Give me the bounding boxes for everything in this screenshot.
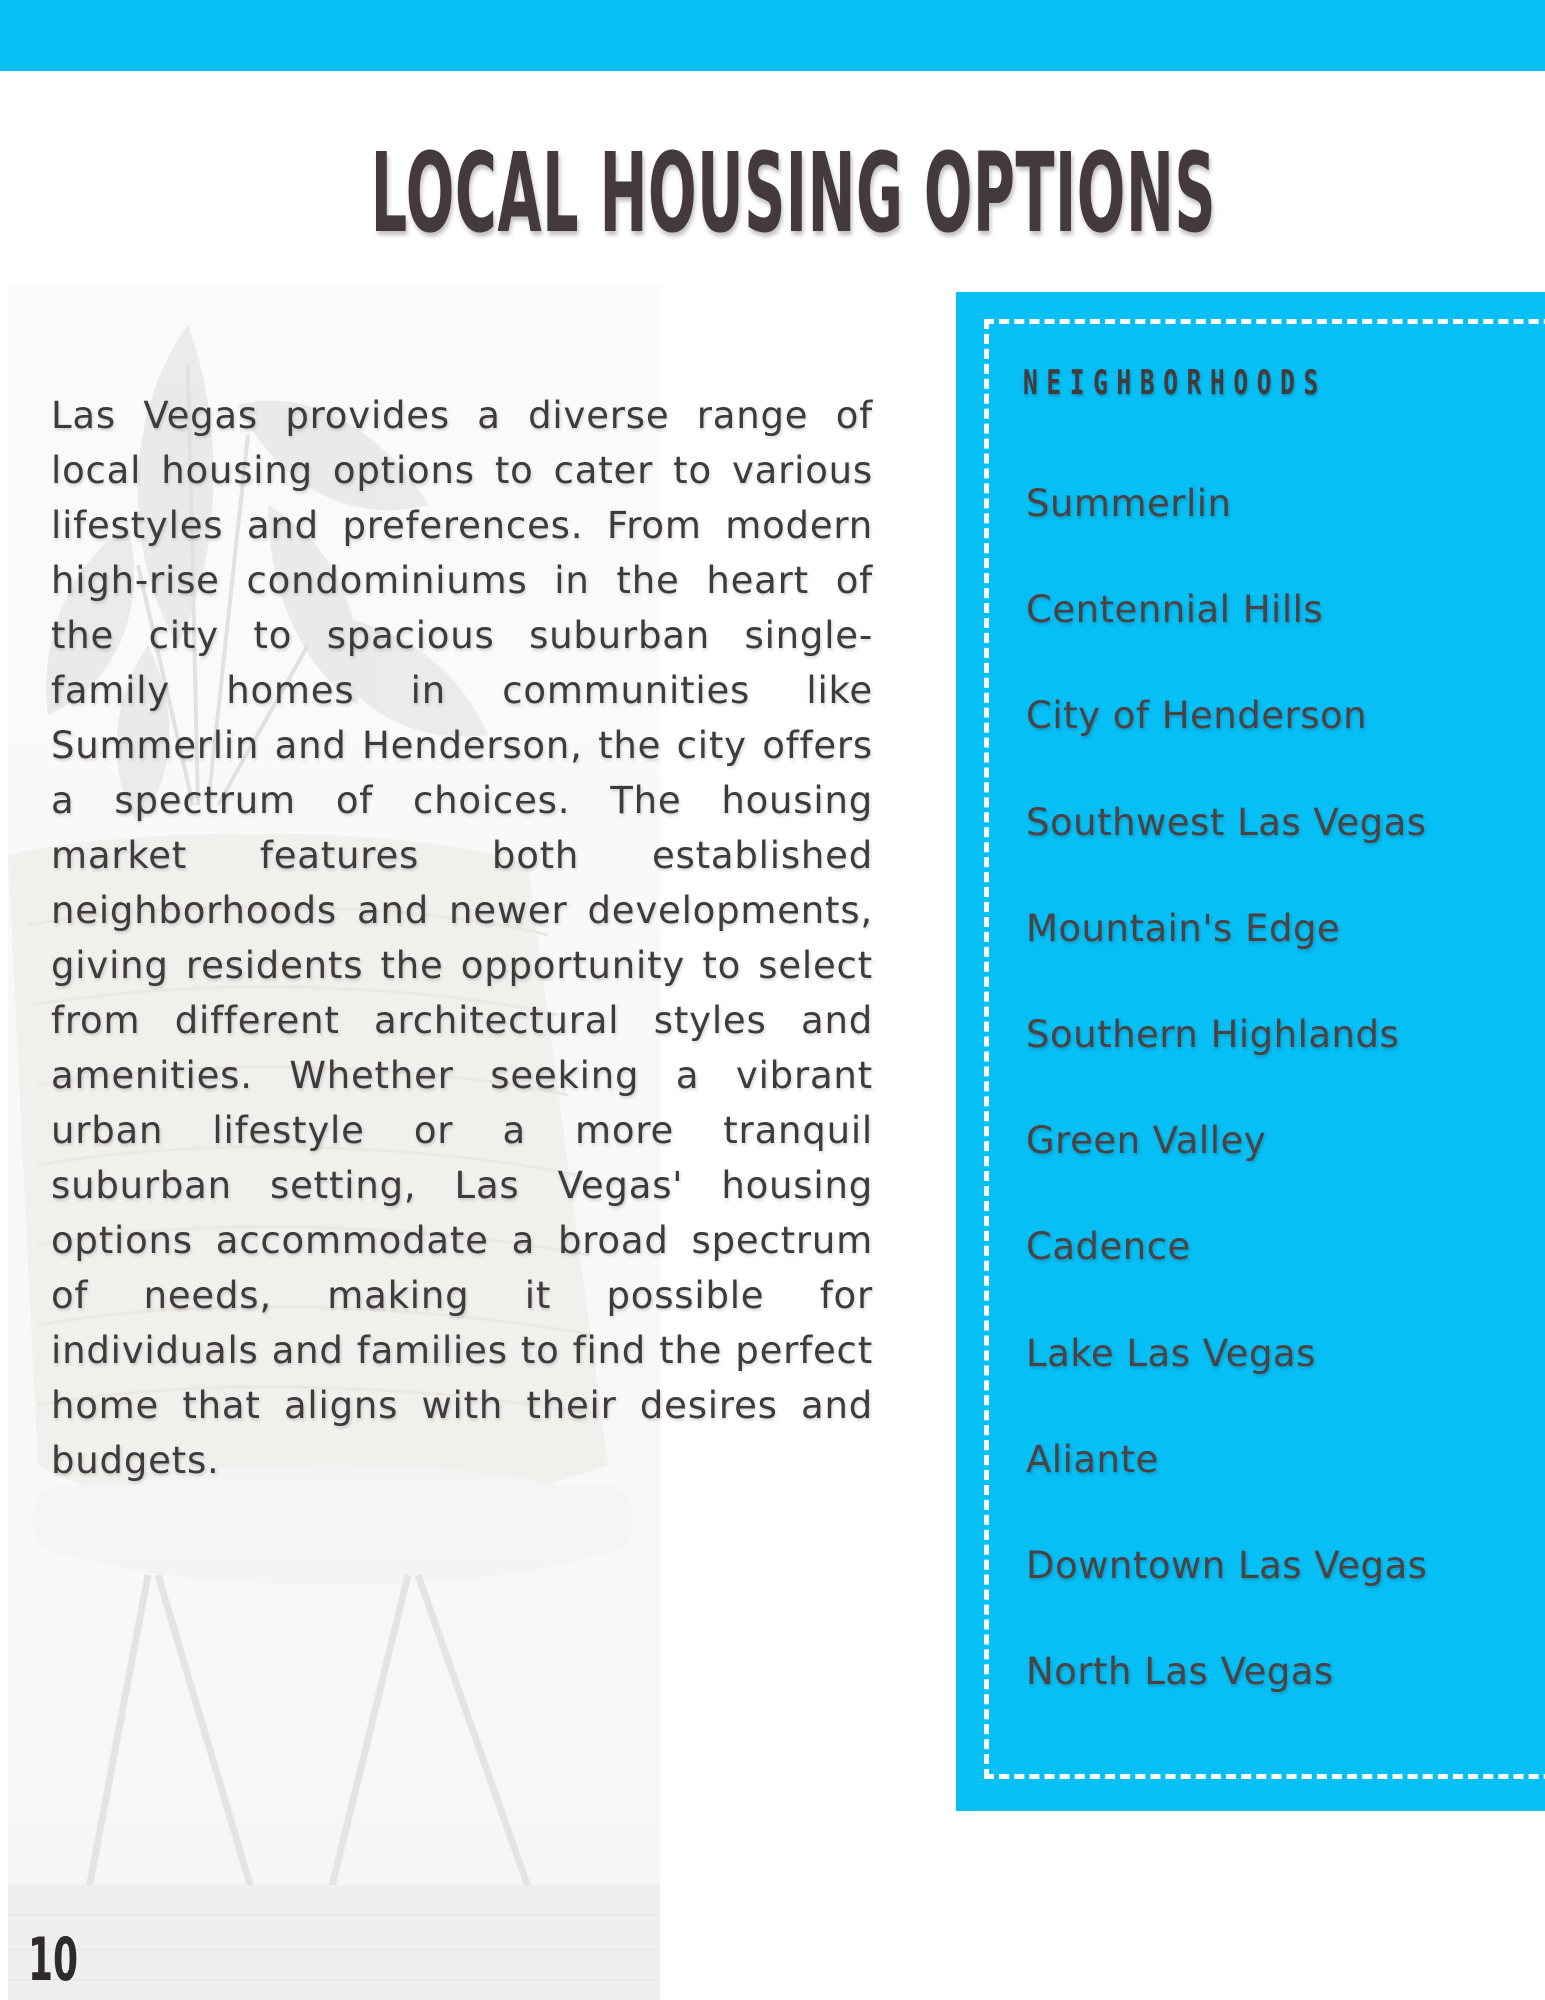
neighborhood-item: Cadence (1026, 1225, 1191, 1269)
neighborhood-item: Green Valley (1026, 1119, 1267, 1163)
neighborhood-item: Southern Highlands (1026, 1012, 1400, 1056)
intro-paragraph: Las Vegas provides a diverse range of local housing options to cater to various lifestyles and preferences. From modern high-rise condominiums in the heart of the city to spacious suburban single-family homes in communities like Summerlin and Henderson, the city offers a spectrum of choices. The housing market features both established neighborhoods and newer developments, giving residents the opportunity to select from different architectural styles and amenities. Whether seeking a vibrant urban lifestyle or a more tranquil suburban setting, Las Vegas' housing options accommodate a broad spectrum of needs, making it possible for individuals and families to find the perfect home that aligns with their desires and budgets. (51, 394, 873, 1482)
neighborhood-item: Centennial Hills (1026, 588, 1324, 632)
top-accent-bar (0, 0, 1545, 71)
neighborhood-item: Lake Las Vegas (1026, 1331, 1316, 1375)
neighborhood-item: Downtown Las Vegas (1026, 1543, 1428, 1587)
neighborhood-item: Mountain's Edge (1026, 906, 1341, 950)
neighborhood-item: North Las Vegas (1026, 1650, 1334, 1694)
neighborhood-item: Southwest Las Vegas (1026, 800, 1427, 844)
page-number: 10 (28, 1925, 79, 1995)
neighborhood-item: City of Henderson (1026, 694, 1368, 738)
neighborhood-list (1026, 476, 1427, 1750)
neighborhood-item: Aliante (1026, 1437, 1159, 1481)
neighborhood-item: Summerlin (1026, 482, 1232, 525)
neighborhoods-heading: NEIGHBORHOODS (1023, 363, 1327, 403)
page-title: LOCAL HOUSING OPTIONS (370, 129, 1217, 257)
